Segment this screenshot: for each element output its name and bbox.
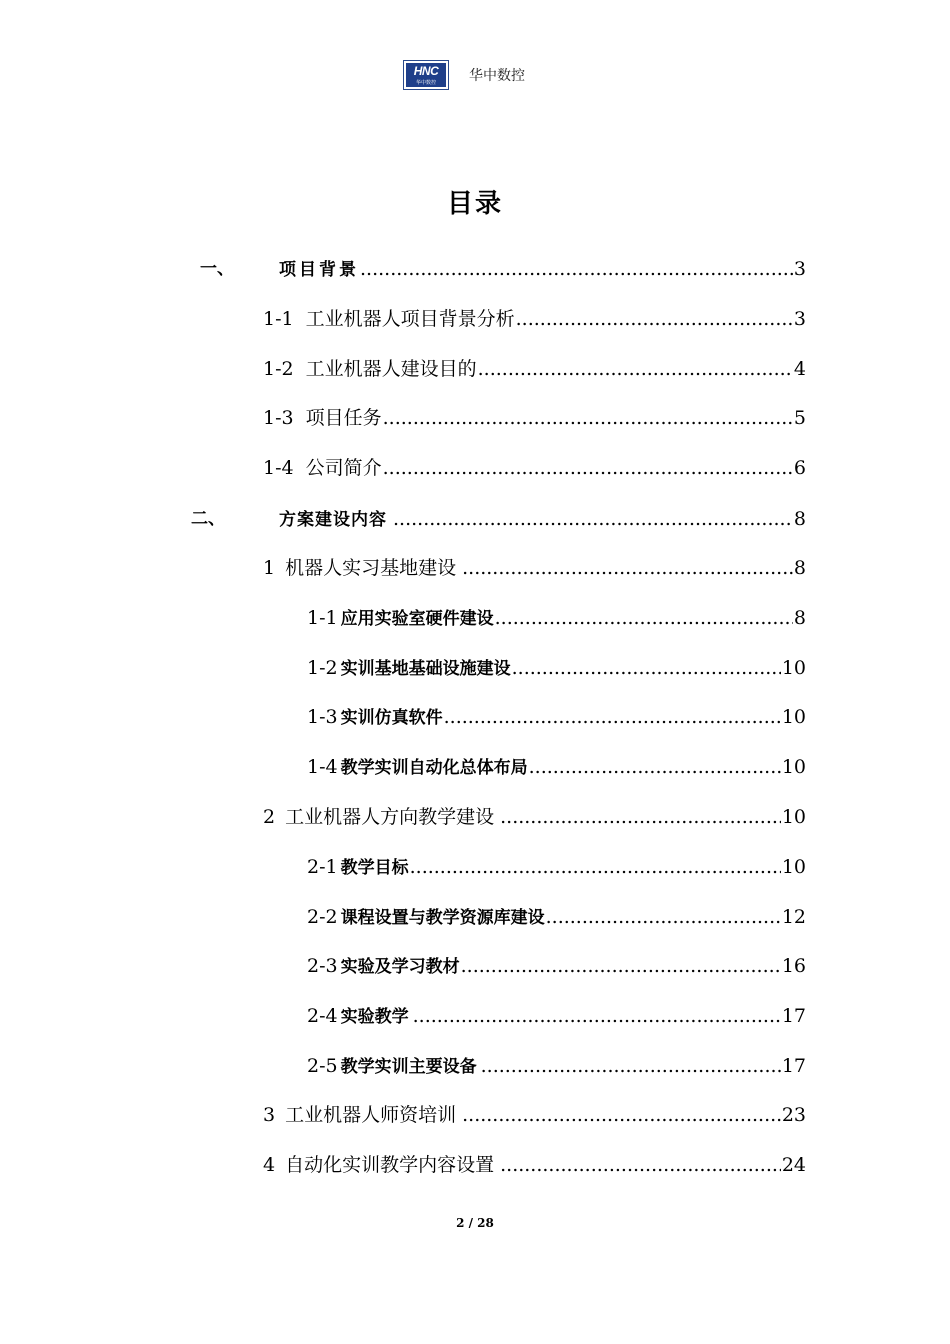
toc-entry-label: 课程设置与教学资源库建设 [340, 908, 545, 928]
page-number-footer: 2 / 28 [456, 1216, 494, 1230]
toc-entry-number: 1-2 [263, 358, 294, 380]
toc-entry[interactable] [307, 1051, 806, 1081]
toc-leader-dots [462, 1100, 781, 1130]
toc-entry-page: 17 [781, 1005, 806, 1027]
logo-subtext: 华中数控 [406, 80, 446, 87]
toc-entry[interactable] [263, 1100, 806, 1130]
toc-entry[interactable] [307, 603, 806, 633]
toc-entry-label: 实训仿真软件 [340, 708, 443, 728]
toc-entry-number: 2-5 [307, 1055, 338, 1077]
toc-entry-label: 方案建设内容 [279, 510, 387, 530]
toc-entry-page: 6 [793, 457, 806, 479]
toc-entry[interactable] [307, 653, 806, 683]
toc-leader-dots [512, 653, 781, 683]
toc-entry[interactable] [307, 1001, 806, 1031]
company-logo [403, 60, 449, 90]
toc-entry-label: 教学实训主要设备 [340, 1057, 477, 1077]
toc-entry[interactable] [200, 254, 806, 284]
toc-entry-number: 3 [263, 1104, 276, 1126]
toc-entry-label: 教学实训自动化总体布局 [340, 758, 528, 778]
toc-entry-page: 4 [793, 358, 806, 380]
toc-entry-label: 实验及学习教材 [340, 957, 460, 977]
toc-leader-dots [360, 254, 793, 284]
toc-entry-number: 1-1 [263, 308, 294, 330]
toc-entry-page: 10 [781, 856, 806, 878]
toc-entry-page: 12 [781, 906, 806, 928]
toc-entry-label: 工业机器人建设目的 [305, 358, 477, 380]
toc-entry[interactable] [263, 304, 806, 334]
toc-entry[interactable] [307, 852, 806, 882]
toc-entry-number: 1-3 [307, 706, 338, 728]
toc-entry-number: 一、 [200, 259, 234, 279]
toc-entry-number: 2-4 [307, 1005, 338, 1027]
toc-entry-number: 4 [263, 1154, 276, 1176]
toc-leader-dots [478, 354, 793, 384]
toc-entry-page: 24 [781, 1154, 806, 1176]
toc-entry-page: 5 [793, 407, 806, 429]
toc-entry-label: 工业机器人方向教学建设 [285, 806, 495, 828]
toc-entry-page: 10 [781, 756, 806, 778]
toc-entry-label: 项目背景 [279, 260, 359, 280]
toc-entry-page: 8 [793, 508, 806, 530]
toc-entry[interactable] [263, 1150, 806, 1180]
toc-leader-dots [462, 553, 793, 583]
toc-leader-dots [393, 504, 793, 534]
toc-leader-dots [413, 1001, 781, 1031]
toc-entry[interactable] [263, 802, 806, 832]
toc-entry-page: 10 [781, 806, 806, 828]
toc-entry[interactable] [263, 453, 806, 483]
toc-entry[interactable] [307, 902, 806, 932]
toc-entry[interactable] [263, 553, 806, 583]
toc-entry-page: 23 [781, 1104, 806, 1126]
toc-leader-dots [461, 951, 781, 981]
toc-leader-dots [500, 802, 781, 832]
toc-entry[interactable] [263, 354, 806, 384]
toc-entry-number: 1-3 [263, 407, 294, 429]
toc-entry-label: 自动化实训教学内容设置 [285, 1154, 495, 1176]
logo-mark: HNC [406, 63, 446, 80]
toc-entry-number: 1-1 [307, 607, 338, 629]
toc-entry-label: 教学目标 [340, 858, 409, 878]
toc-entry-number: 1-4 [263, 457, 294, 479]
toc-entry[interactable] [191, 504, 806, 534]
toc-entry-label: 项目任务 [305, 407, 382, 429]
toc-entry-page: 3 [793, 308, 806, 330]
toc-entry-label: 工业机器人师资培训 [285, 1104, 457, 1126]
toc-entry-label: 实训基地基础设施建设 [340, 659, 511, 679]
toc-entry-page: 8 [793, 557, 806, 579]
toc-entry[interactable] [263, 403, 806, 433]
toc-leader-dots [529, 752, 781, 782]
toc-entry-page: 17 [781, 1055, 806, 1077]
page-title: 目录 [446, 189, 503, 219]
toc-entry-number: 1 [263, 557, 276, 579]
page-header [403, 58, 525, 92]
toc-leader-dots [410, 852, 781, 882]
toc-entry-label: 应用实验室硬件建设 [340, 609, 494, 629]
toc-entry-number: 1-2 [307, 657, 338, 679]
toc-entry-page: 10 [781, 657, 806, 679]
toc-leader-dots [500, 1150, 781, 1180]
toc-entry-number: 2-1 [307, 856, 338, 878]
toc-entry-page: 8 [793, 607, 806, 629]
toc-entry-number: 2 [263, 806, 276, 828]
toc-entry-page: 10 [781, 706, 806, 728]
toc-entry-number: 2-3 [307, 955, 338, 977]
toc-leader-dots [383, 403, 793, 433]
toc-leader-dots [383, 453, 793, 483]
toc-entry[interactable] [307, 951, 806, 981]
toc-entry-label: 公司简介 [305, 457, 382, 479]
toc-entry[interactable] [307, 702, 806, 732]
toc-entry-number: 二、 [191, 509, 225, 529]
company-name: 华中数控 [469, 68, 525, 84]
toc-leader-dots [444, 702, 781, 732]
toc-entry-label: 机器人实习基地建设 [285, 557, 457, 579]
toc-entry-number: 2-2 [307, 906, 338, 928]
toc-entry-label: 工业机器人项目背景分析 [305, 308, 515, 330]
toc-leader-dots [481, 1051, 781, 1081]
toc-entry[interactable] [307, 752, 806, 782]
toc-leader-dots [516, 304, 793, 334]
toc-entry-page: 3 [793, 258, 806, 280]
toc-entry-number: 1-4 [307, 756, 338, 778]
toc-leader-dots [546, 902, 781, 932]
toc-entry-page: 16 [781, 955, 806, 977]
toc-leader-dots [495, 603, 793, 633]
toc-entry-label: 实验教学 [340, 1007, 409, 1027]
